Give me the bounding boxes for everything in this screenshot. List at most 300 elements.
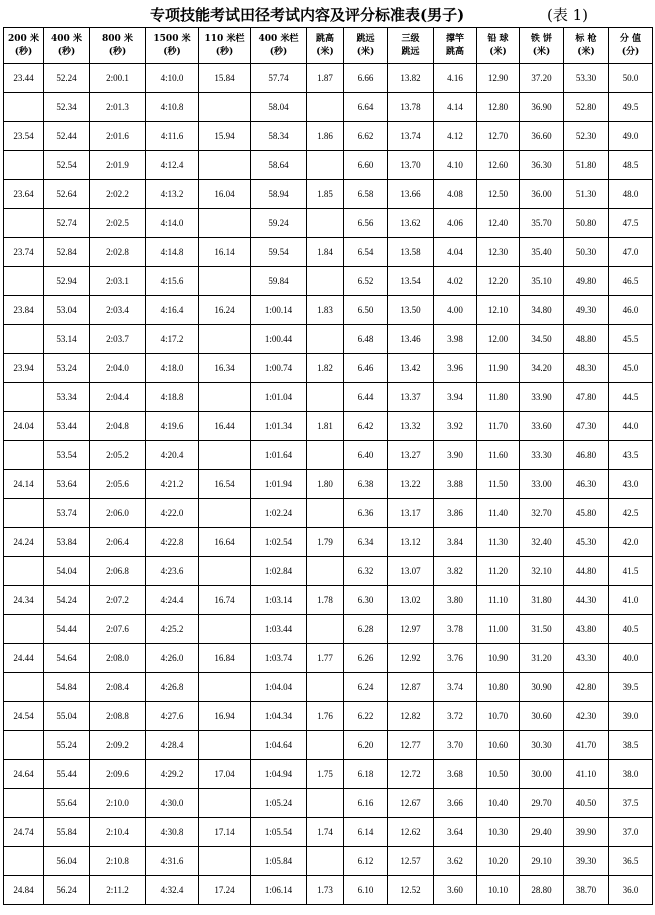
table-row [4, 180, 653, 209]
table-cell: 6.50 [344, 296, 388, 325]
table-cell: 4:23.6 [146, 557, 199, 586]
table-row [4, 383, 653, 412]
table-row [4, 238, 653, 267]
table-cell: 13.50 [388, 296, 434, 325]
table-row [4, 499, 653, 528]
table-cell: 2:02.8 [90, 238, 146, 267]
table-cell: 1.78 [307, 586, 344, 615]
table-cell: 40.0 [609, 644, 653, 673]
column-header-line: (秒) [215, 46, 234, 57]
table-cell: 45.5 [609, 325, 653, 354]
table-cell: 4:31.6 [146, 847, 199, 876]
table-cell: 11.50 [477, 470, 520, 499]
table-cell: 2:01.9 [90, 151, 146, 180]
table-cell: 53.24 [44, 354, 90, 383]
table-cell: 53.34 [44, 383, 90, 412]
table-cell: 24.54 [4, 702, 44, 731]
table-cell: 6.16 [344, 789, 388, 818]
table-cell: 1.79 [307, 528, 344, 557]
table-cell: 13.17 [388, 499, 434, 528]
table-cell: 2:09.6 [90, 760, 146, 789]
table-cell: 54.04 [44, 557, 90, 586]
table-cell: 52.34 [44, 93, 90, 122]
table-cell: 46.80 [564, 441, 609, 470]
column-header-line: 跳高 [445, 46, 464, 57]
table-cell: 42.80 [564, 673, 609, 702]
table-cell: 15.84 [199, 64, 251, 93]
table-cell: 10.80 [477, 673, 520, 702]
table-cell: 2:05.2 [90, 441, 146, 470]
table-cell: 1.85 [307, 180, 344, 209]
table-cell: 12.90 [477, 64, 520, 93]
column-header-line: (米) [356, 46, 375, 57]
table-cell: 1:01.94 [251, 470, 307, 499]
table-cell: 41.10 [564, 760, 609, 789]
table-cell [4, 267, 44, 296]
table-cell: 1.86 [307, 122, 344, 151]
table-cell: 11.10 [477, 586, 520, 615]
table-cell: 13.62 [388, 209, 434, 238]
column-header [609, 28, 653, 64]
table-cell [199, 557, 251, 586]
title-row [0, 4, 655, 24]
table-cell: 1:01.34 [251, 412, 307, 441]
table-cell: 32.70 [520, 499, 564, 528]
table-cell: 34.50 [520, 325, 564, 354]
table-cell: 1.84 [307, 238, 344, 267]
table-cell: 24.04 [4, 412, 44, 441]
table-cell: 3.78 [434, 615, 477, 644]
table-cell: 54.44 [44, 615, 90, 644]
table-cell: 6.38 [344, 470, 388, 499]
table-cell: 2:10.4 [90, 818, 146, 847]
column-header [44, 28, 90, 64]
table-cell: 2:06.0 [90, 499, 146, 528]
table-cell: 3.66 [434, 789, 477, 818]
table-cell [307, 557, 344, 586]
table-cell: 13.42 [388, 354, 434, 383]
table-cell: 2:08.4 [90, 673, 146, 702]
table-cell [307, 499, 344, 528]
table-cell: 2:02.5 [90, 209, 146, 238]
table-cell: 55.84 [44, 818, 90, 847]
table-cell [4, 93, 44, 122]
table-cell: 11.40 [477, 499, 520, 528]
table-row [4, 296, 653, 325]
table-cell: 43.80 [564, 615, 609, 644]
table-cell: 1.82 [307, 354, 344, 383]
table-cell [199, 789, 251, 818]
column-header [434, 28, 477, 64]
table-cell: 4:11.6 [146, 122, 199, 151]
table-cell: 4:13.2 [146, 180, 199, 209]
table-cell: 3.60 [434, 876, 477, 905]
table-cell: 24.84 [4, 876, 44, 905]
table-cell: 1:02.84 [251, 557, 307, 586]
table-row [4, 354, 653, 383]
table-cell: 36.90 [520, 93, 564, 122]
page-title: 专项技能考试田径考试内容及评分标准表(男子) [150, 6, 465, 24]
table-row [4, 615, 653, 644]
table-cell: 36.00 [520, 180, 564, 209]
table-cell: 40.50 [564, 789, 609, 818]
table-cell: 54.64 [44, 644, 90, 673]
table-cell: 11.60 [477, 441, 520, 470]
table-cell: 12.60 [477, 151, 520, 180]
table-cell: 4:21.2 [146, 470, 199, 499]
table-cell: 4.00 [434, 296, 477, 325]
table-cell: 53.64 [44, 470, 90, 499]
table-cell: 12.40 [477, 209, 520, 238]
table-cell: 34.80 [520, 296, 564, 325]
table-cell: 16.34 [199, 354, 251, 383]
table-cell [199, 151, 251, 180]
table-cell: 1:02.24 [251, 499, 307, 528]
table-cell: 23.64 [4, 180, 44, 209]
table-cell: 36.60 [520, 122, 564, 151]
table-cell: 1:01.04 [251, 383, 307, 412]
table-cell: 2:09.2 [90, 731, 146, 760]
table-cell: 6.36 [344, 499, 388, 528]
table-cell: 17.04 [199, 760, 251, 789]
table-cell: 3.62 [434, 847, 477, 876]
table-cell: 4:17.2 [146, 325, 199, 354]
table-cell: 4:25.2 [146, 615, 199, 644]
table-cell: 45.30 [564, 528, 609, 557]
table-cell: 2:10.8 [90, 847, 146, 876]
column-header [199, 28, 251, 64]
table-row [4, 441, 653, 470]
table-cell: 24.24 [4, 528, 44, 557]
table-cell: 53.84 [44, 528, 90, 557]
table-cell: 16.44 [199, 412, 251, 441]
table-cell [307, 151, 344, 180]
table-cell: 12.20 [477, 267, 520, 296]
table-cell: 35.40 [520, 238, 564, 267]
table-cell: 10.10 [477, 876, 520, 905]
column-header [520, 28, 564, 64]
table-cell: 4:18.0 [146, 354, 199, 383]
column-header-line: 撑竿 [445, 33, 464, 44]
table-cell: 46.0 [609, 296, 653, 325]
table-cell: 52.30 [564, 122, 609, 151]
table-cell: 4.10 [434, 151, 477, 180]
table-cell: 13.74 [388, 122, 434, 151]
table-cell: 58.94 [251, 180, 307, 209]
table-cell: 1:00.14 [251, 296, 307, 325]
table-cell: 1.83 [307, 296, 344, 325]
column-header-line: (米) [577, 46, 595, 57]
table-cell [4, 615, 44, 644]
table-cell: 30.90 [520, 673, 564, 702]
table-cell: 55.04 [44, 702, 90, 731]
table-cell: 4:26.8 [146, 673, 199, 702]
table-cell: 47.5 [609, 209, 653, 238]
table-cell: 30.00 [520, 760, 564, 789]
table-row [4, 644, 653, 673]
table-cell: 4:22.0 [146, 499, 199, 528]
column-header-line: (秒) [269, 46, 288, 57]
table-cell [307, 383, 344, 412]
table-cell: 10.90 [477, 644, 520, 673]
column-header-line: (米) [532, 46, 551, 57]
table-cell: 54.84 [44, 673, 90, 702]
column-header-line: 400 米 [51, 33, 82, 44]
table-cell: 4:29.2 [146, 760, 199, 789]
table-cell [199, 441, 251, 470]
table-cell: 1:04.34 [251, 702, 307, 731]
table-cell: 10.60 [477, 731, 520, 760]
table-cell: 2:01.6 [90, 122, 146, 151]
table-cell: 1:03.74 [251, 644, 307, 673]
table-cell: 36.5 [609, 847, 653, 876]
table-cell [199, 673, 251, 702]
column-header [146, 28, 199, 64]
table-cell: 1:05.54 [251, 818, 307, 847]
table-cell: 53.30 [564, 64, 609, 93]
table-cell [4, 383, 44, 412]
table-cell [4, 441, 44, 470]
table-cell: 4:32.4 [146, 876, 199, 905]
table-cell: 38.0 [609, 760, 653, 789]
column-header-line: 400 米栏 [258, 33, 299, 44]
table-cell: 11.80 [477, 383, 520, 412]
table-cell: 11.20 [477, 557, 520, 586]
table-cell [307, 731, 344, 760]
table-cell [307, 441, 344, 470]
table-cell: 1:05.84 [251, 847, 307, 876]
table-cell: 4:14.0 [146, 209, 199, 238]
table-cell: 55.24 [44, 731, 90, 760]
table-cell: 3.86 [434, 499, 477, 528]
table-cell: 10.30 [477, 818, 520, 847]
table-cell: 4.16 [434, 64, 477, 93]
table-cell [199, 847, 251, 876]
table-cell: 2:11.2 [90, 876, 146, 905]
table-cell: 12.92 [388, 644, 434, 673]
table-cell: 12.00 [477, 325, 520, 354]
table-cell: 2:03.4 [90, 296, 146, 325]
column-header [307, 28, 344, 64]
table-cell: 2:03.1 [90, 267, 146, 296]
table-row [4, 122, 653, 151]
column-header-line: 标 枪 [575, 33, 597, 44]
table-cell: 3.98 [434, 325, 477, 354]
table-cell: 47.30 [564, 412, 609, 441]
table-cell: 4.14 [434, 93, 477, 122]
table-cell: 52.84 [44, 238, 90, 267]
column-header [90, 28, 146, 64]
table-cell: 16.54 [199, 470, 251, 499]
table-row [4, 702, 653, 731]
table-cell: 23.74 [4, 238, 44, 267]
table-cell [307, 673, 344, 702]
table-cell: 6.62 [344, 122, 388, 151]
table-cell: 10.70 [477, 702, 520, 731]
table-cell: 3.68 [434, 760, 477, 789]
table-cell: 3.90 [434, 441, 477, 470]
table-cell: 29.40 [520, 818, 564, 847]
table-cell: 3.70 [434, 731, 477, 760]
table-cell [4, 209, 44, 238]
table-cell: 13.02 [388, 586, 434, 615]
table-cell: 44.0 [609, 412, 653, 441]
table-row [4, 818, 653, 847]
table-cell: 59.24 [251, 209, 307, 238]
table-cell: 4:28.4 [146, 731, 199, 760]
table-cell: 1.73 [307, 876, 344, 905]
table-cell: 6.18 [344, 760, 388, 789]
column-header-line: 800 米 [102, 33, 133, 44]
table-cell: 16.84 [199, 644, 251, 673]
table-cell: 4.02 [434, 267, 477, 296]
table-cell: 13.07 [388, 557, 434, 586]
table-cell: 47.80 [564, 383, 609, 412]
table-cell: 49.80 [564, 267, 609, 296]
column-header-line: 110 米栏 [204, 33, 245, 44]
table-cell: 16.74 [199, 586, 251, 615]
table-cell: 1.81 [307, 412, 344, 441]
table-cell: 48.30 [564, 354, 609, 383]
table-cell: 41.70 [564, 731, 609, 760]
table-cell: 12.10 [477, 296, 520, 325]
table-cell: 24.74 [4, 818, 44, 847]
table-cell: 24.34 [4, 586, 44, 615]
table-cell [307, 789, 344, 818]
table-cell: 6.64 [344, 93, 388, 122]
table-cell: 52.44 [44, 122, 90, 151]
table-cell: 36.0 [609, 876, 653, 905]
column-header-line: (分) [621, 46, 640, 57]
column-header [388, 28, 434, 64]
table-cell [307, 615, 344, 644]
table-cell: 43.5 [609, 441, 653, 470]
table-row [4, 412, 653, 441]
table-cell: 16.14 [199, 238, 251, 267]
table-cell: 31.50 [520, 615, 564, 644]
table-cell: 54.24 [44, 586, 90, 615]
table-row [4, 731, 653, 760]
table-row [4, 586, 653, 615]
table-cell: 2:04.8 [90, 412, 146, 441]
table-cell: 16.94 [199, 702, 251, 731]
table-cell [199, 499, 251, 528]
table-cell: 13.70 [388, 151, 434, 180]
table-cell: 41.5 [609, 557, 653, 586]
table-cell: 4:12.4 [146, 151, 199, 180]
table-cell: 6.34 [344, 528, 388, 557]
table-cell [4, 673, 44, 702]
table-cell: 29.10 [520, 847, 564, 876]
table-row [4, 151, 653, 180]
column-header-line: (秒) [108, 46, 127, 57]
table-cell: 11.00 [477, 615, 520, 644]
table-cell: 1:03.44 [251, 615, 307, 644]
table-cell: 2:02.2 [90, 180, 146, 209]
table-cell: 50.80 [564, 209, 609, 238]
table-cell: 28.80 [520, 876, 564, 905]
scoring-table [3, 27, 653, 905]
table-cell: 6.46 [344, 354, 388, 383]
table-cell: 4.06 [434, 209, 477, 238]
table-row [4, 557, 653, 586]
table-cell: 1:03.14 [251, 586, 307, 615]
table-cell: 12.57 [388, 847, 434, 876]
table-cell: 38.5 [609, 731, 653, 760]
table-cell: 4:22.8 [146, 528, 199, 557]
table-cell: 59.54 [251, 238, 307, 267]
table-cell: 16.04 [199, 180, 251, 209]
table-cell: 49.30 [564, 296, 609, 325]
table-row [4, 209, 653, 238]
table-cell: 1:06.14 [251, 876, 307, 905]
table-cell: 1.80 [307, 470, 344, 499]
table-cell: 6.22 [344, 702, 388, 731]
table-cell: 4.12 [434, 122, 477, 151]
table-cell [307, 209, 344, 238]
table-cell: 1:02.54 [251, 528, 307, 557]
column-header-line: 三级 [401, 33, 420, 44]
table-cell: 4:15.6 [146, 267, 199, 296]
table-cell: 6.26 [344, 644, 388, 673]
table-cell: 23.44 [4, 64, 44, 93]
table-cell: 1:04.94 [251, 760, 307, 789]
table-cell: 3.74 [434, 673, 477, 702]
table-cell: 3.82 [434, 557, 477, 586]
table-cell: 23.94 [4, 354, 44, 383]
table-cell [4, 151, 44, 180]
table-cell: 48.0 [609, 180, 653, 209]
column-header-line: 铅 球 [487, 33, 509, 44]
table-cell: 1:01.64 [251, 441, 307, 470]
table-cell [199, 615, 251, 644]
table-cell [307, 93, 344, 122]
table-cell: 13.46 [388, 325, 434, 354]
table-cell: 58.64 [251, 151, 307, 180]
column-header-line: 1500 米 [153, 33, 191, 44]
table-cell: 55.44 [44, 760, 90, 789]
table-cell: 34.20 [520, 354, 564, 383]
table-cell: 4:18.8 [146, 383, 199, 412]
table-cell: 3.76 [434, 644, 477, 673]
table-cell: 52.54 [44, 151, 90, 180]
table-cell: 42.0 [609, 528, 653, 557]
table-cell: 1.74 [307, 818, 344, 847]
table-cell: 58.04 [251, 93, 307, 122]
table-cell: 13.12 [388, 528, 434, 557]
table-cell: 24.64 [4, 760, 44, 789]
table-cell: 10.40 [477, 789, 520, 818]
table-cell: 12.72 [388, 760, 434, 789]
table-cell: 39.30 [564, 847, 609, 876]
table-cell: 36.30 [520, 151, 564, 180]
table-cell: 3.72 [434, 702, 477, 731]
table-cell: 13.78 [388, 93, 434, 122]
table-cell [199, 731, 251, 760]
table-cell: 1:04.64 [251, 731, 307, 760]
table-cell: 50.0 [609, 64, 653, 93]
table-cell: 24.44 [4, 644, 44, 673]
table-cell: 13.66 [388, 180, 434, 209]
table-cell: 4:30.0 [146, 789, 199, 818]
table-cell: 51.80 [564, 151, 609, 180]
table-cell: 39.5 [609, 673, 653, 702]
table-cell: 3.84 [434, 528, 477, 557]
table-cell: 6.28 [344, 615, 388, 644]
table-row [4, 789, 653, 818]
table-cell: 2:00.1 [90, 64, 146, 93]
table-cell: 12.77 [388, 731, 434, 760]
